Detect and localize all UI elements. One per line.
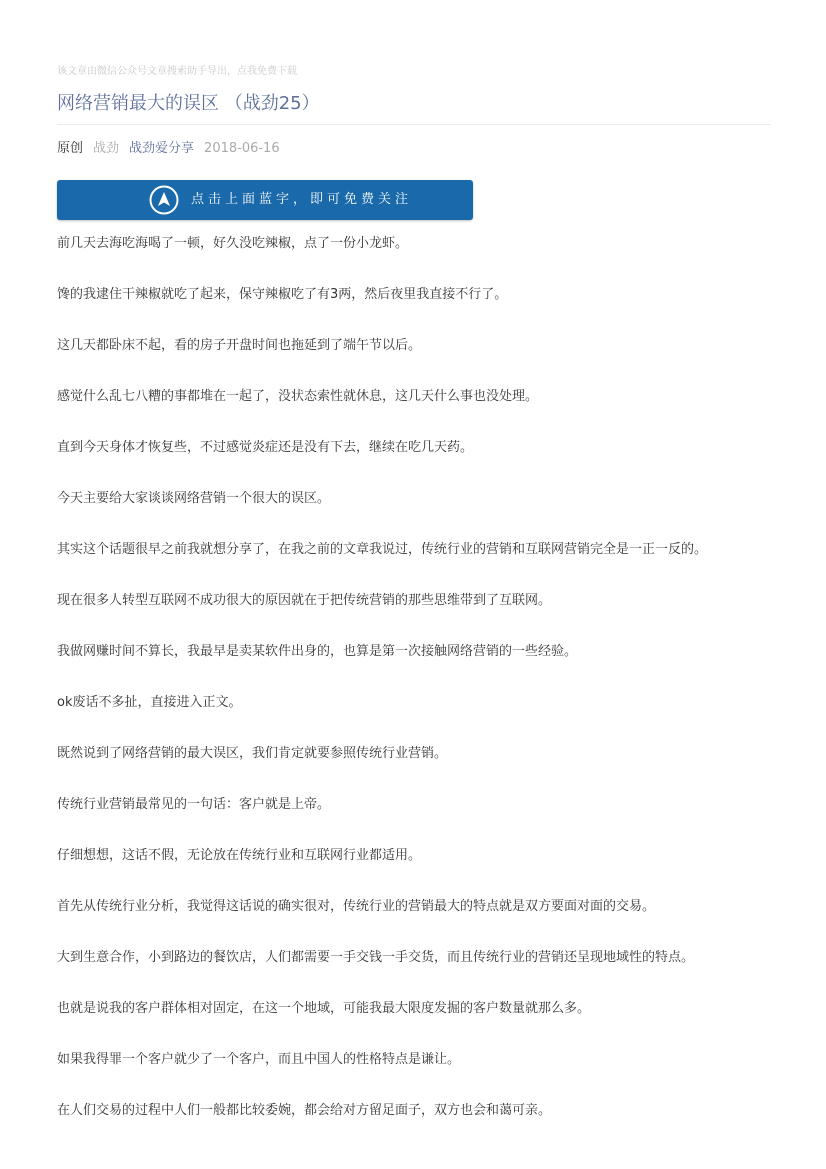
paragraph: 我做网赚时间不算长，我最早是卖某软件出身的，也算是第一次接触网络营销的一些经验。 <box>57 644 578 659</box>
paragraph: 馋的我逮住干辣椒就吃了起来，保守辣椒吃了有3两，然后夜里我直接不行了。 <box>57 287 508 302</box>
paragraph: 其实这个话题很早之前我就想分享了，在我之前的文章我说过，传统行业的营销和互联网营销完全是一正一反的。 <box>57 542 708 557</box>
follow-banner-text: 点击上面蓝字，即可免费关注 <box>191 192 413 207</box>
paragraph: ok废话不多扯，直接进入正文。 <box>57 695 242 710</box>
title-divider <box>57 124 771 125</box>
article-meta <box>57 140 290 158</box>
paragraph: 前几天去海吃海喝了一顿，好久没吃辣椒，点了一份小龙虾。 <box>57 236 409 251</box>
article-title: 网络营销最大的误区 （战劲25） <box>57 93 320 114</box>
paragraph: 直到今天身体才恢复些，不过感觉炎症还是没有下去，继续在吃几天药。 <box>57 440 474 455</box>
paragraph: 也就是说我的客户群体相对固定，在这一个地域，可能我最大限度发掘的客户数量就那么多。 <box>57 1001 591 1016</box>
paragraph: 传统行业营销最常见的一句话：客户就是上帝。 <box>57 797 331 812</box>
paragraph: 今天主要给大家谈谈网络营销一个很大的误区。 <box>57 491 331 506</box>
account-link[interactable]: 战劲爱分享 <box>129 141 195 156</box>
export-note-link[interactable]: 该文章由微信公众号文章搜索助手导出，点我免费下载 <box>57 66 297 77</box>
original-label: 原创 <box>57 141 84 156</box>
paragraph: 大到生意合作，小到路边的餐饮店，人们都需要一手交钱一手交货，而且传统行业的营销还呈现地域性的特点。 <box>57 950 695 965</box>
paragraph: 在人们交易的过程中人们一般都比较委婉，都会给对方留足面子，双方也会和蔼可亲。 <box>57 1103 552 1118</box>
follow-banner[interactable] <box>57 180 473 220</box>
up-arrow-circle-icon <box>149 185 179 215</box>
publish-date: 2018-06-16 <box>204 141 280 156</box>
paragraph: 既然说到了网络营销的最大误区，我们肯定就要参照传统行业营销。 <box>57 746 448 761</box>
paragraph: 如果我得罪一个客户就少了一个客户，而且中国人的性格特点是谦让。 <box>57 1052 461 1067</box>
paragraph: 仔细想想，这话不假，无论放在传统行业和互联网行业都适用。 <box>57 848 422 863</box>
paragraph: 这几天都卧床不起，看的房子开盘时间也拖延到了端午节以后。 <box>57 338 422 353</box>
article-body <box>57 235 771 1153</box>
paragraph: 首先从传统行业分析，我觉得这话说的确实很对，传统行业的营销最大的特点就是双方要面对面的交易。 <box>57 899 656 914</box>
paragraph: 现在很多人转型互联网不成功很大的原因就在于把传统营销的那些思维带到了互联网。 <box>57 593 552 608</box>
paragraph: 感觉什么乱七八糟的事都堆在一起了，没状态索性就休息，这几天什么事也没处理。 <box>57 389 539 404</box>
author-name: 战劲 <box>93 141 120 156</box>
